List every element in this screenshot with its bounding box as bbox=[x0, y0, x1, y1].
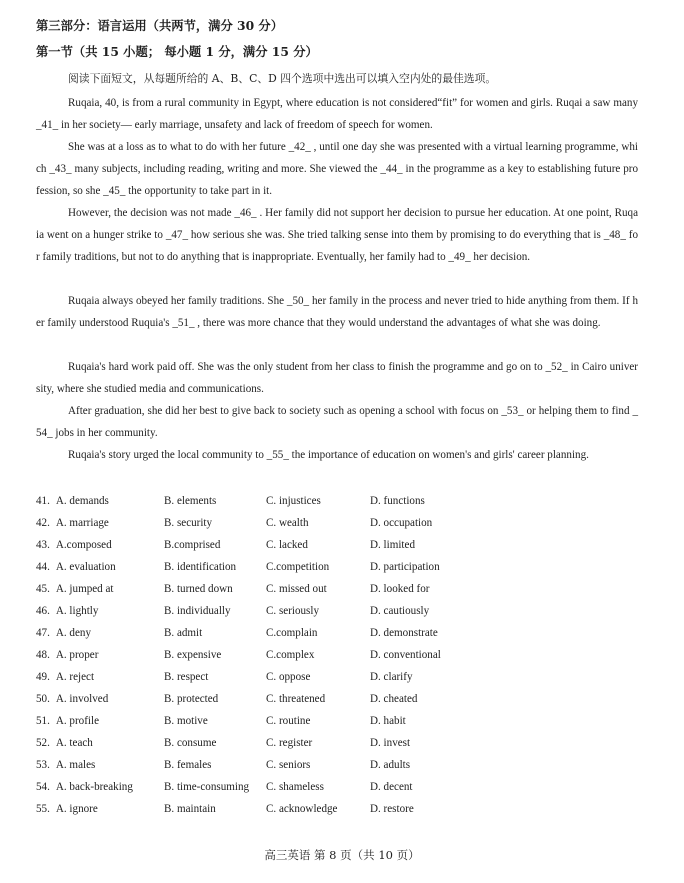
passage-paragraph-3: However, the decision was not made _46_ . Her family did not support her decision to pursue her education. At one point, Ruqaia went on a hunger strike to _47_ how serious she was. She tried talking sense into them by promising to do everything that is _48_ for family traditions, but not to do anything that is inappropriate. Eventually, her family had to _49_ her decision. bbox=[36, 207, 638, 264]
option-a: A.composed bbox=[55, 539, 112, 551]
question-number: 47. bbox=[36, 627, 50, 639]
option-a: A. back-breaking bbox=[55, 781, 133, 793]
instructions: 阅读下面短文，从每题所给的 A、B、C、D 四个选项中选出可以填入空内处的最佳选项。 bbox=[68, 72, 497, 85]
option-c: C. wealth bbox=[266, 517, 309, 529]
question-number: 41. bbox=[36, 495, 50, 507]
option-c: C. missed out bbox=[266, 583, 327, 595]
option-c: C. oppose bbox=[266, 671, 311, 683]
question-number-and-option-a bbox=[36, 798, 98, 820]
question-number-and-option-a bbox=[36, 556, 116, 578]
option-c: C. threatened bbox=[266, 693, 326, 705]
option-b: B.comprised bbox=[164, 539, 221, 551]
question-number-and-option-a bbox=[36, 600, 98, 622]
page-footer: 高三英语 第 8 页（共 10 页） bbox=[264, 848, 420, 862]
option-d: D. cheated bbox=[370, 693, 418, 705]
option-d: D. functions bbox=[370, 495, 425, 507]
option-c: C. seriously bbox=[266, 605, 320, 617]
question-number-and-option-a bbox=[36, 644, 98, 666]
part-heading: 第三部分：语言运用（共两节，满分 30 分） bbox=[36, 18, 284, 33]
option-c: C. routine bbox=[266, 715, 311, 727]
option-a: A. demands bbox=[55, 495, 109, 507]
question-number-and-option-a bbox=[36, 534, 112, 556]
option-a: A. ignore bbox=[55, 803, 98, 815]
option-a: A. involved bbox=[55, 693, 109, 705]
question-number-and-option-a bbox=[36, 578, 114, 600]
option-b: B. individually bbox=[164, 605, 231, 617]
option-d: D. conventional bbox=[370, 649, 441, 661]
option-b: B. turned down bbox=[164, 583, 233, 595]
passage-paragraph-5: Ruqaia's hard work paid off. She was the only student from her class to finish the programme and go on to _52_ in Cairo university, where she studied media and communications. bbox=[36, 361, 638, 396]
question-number-and-option-a bbox=[36, 732, 93, 754]
option-c: C. acknowledge bbox=[266, 803, 338, 815]
option-c: C.competition bbox=[266, 561, 330, 573]
question-number-and-option-a bbox=[36, 666, 94, 688]
option-a: A. lightly bbox=[55, 605, 99, 617]
question-number-and-option-a bbox=[36, 512, 109, 534]
question-number: 44. bbox=[36, 561, 50, 573]
question-number-and-option-a bbox=[36, 710, 99, 732]
option-a: A. jumped at bbox=[55, 583, 114, 595]
question-number: 50. bbox=[36, 693, 50, 705]
option-b: B. time-consuming bbox=[164, 781, 250, 793]
question-number-and-option-a bbox=[36, 688, 108, 710]
option-d: D. limited bbox=[370, 539, 415, 551]
option-c: C. register bbox=[266, 737, 313, 749]
option-b: B. protected bbox=[164, 693, 219, 705]
option-b: B. motive bbox=[164, 715, 208, 727]
option-d: D. looked for bbox=[370, 583, 430, 595]
option-b: B. elements bbox=[164, 495, 217, 507]
question-number: 43. bbox=[36, 539, 50, 551]
option-c: C.complex bbox=[266, 649, 315, 661]
passage-paragraph-2: She was at a loss as to what to do with her future _42_ , until one day she was presented with a virtual learning programme, which _43_ many subjects, including reading, writing and more. She viewed the _44_ in the programme as a key to establishing future profession, so she _45_ the opportunity to take part in it. bbox=[36, 141, 638, 198]
option-a: A. evaluation bbox=[55, 561, 116, 573]
option-d: D. clarify bbox=[370, 671, 413, 683]
option-c: C. seniors bbox=[266, 759, 311, 771]
question-number: 54. bbox=[36, 781, 50, 793]
option-a: A. teach bbox=[55, 737, 93, 749]
passage-paragraph-4: Ruqaia always obeyed her family traditions. She _50_ her family in the process and never tried to hide anything from them. If her family understood Ruquia's _51_ , there was more chance that they would understand the advantages of what she was doing. bbox=[36, 295, 638, 330]
question-number-and-option-a bbox=[36, 490, 109, 512]
question-number: 46. bbox=[36, 605, 50, 617]
option-b: B. identification bbox=[164, 561, 237, 573]
question-number-and-option-a bbox=[36, 622, 91, 644]
option-b: B. admit bbox=[164, 627, 203, 639]
question-number: 45. bbox=[36, 583, 50, 595]
option-b: B. females bbox=[164, 759, 212, 771]
question-number: 52. bbox=[36, 737, 50, 749]
question-number: 42. bbox=[36, 517, 50, 529]
question-number: 51. bbox=[36, 715, 50, 727]
option-b: B. respect bbox=[164, 671, 209, 683]
option-a: A. deny bbox=[55, 627, 91, 639]
option-d: D. invest bbox=[370, 737, 411, 749]
option-a: A. marriage bbox=[55, 517, 109, 529]
option-c: C.complain bbox=[266, 627, 318, 639]
option-d: D. adults bbox=[370, 759, 411, 771]
option-b: B. maintain bbox=[164, 803, 216, 815]
question-number: 48. bbox=[36, 649, 50, 661]
option-b: B. consume bbox=[164, 737, 217, 749]
option-d: D. restore bbox=[370, 803, 414, 815]
option-d: D. occupation bbox=[370, 517, 433, 529]
question-number-and-option-a bbox=[36, 776, 133, 798]
question-number: 49. bbox=[36, 671, 50, 683]
question-number: 53. bbox=[36, 759, 50, 771]
option-c: C. injustices bbox=[266, 495, 321, 507]
option-a: A. reject bbox=[55, 671, 95, 683]
option-a: A. males bbox=[55, 759, 96, 771]
question-number-and-option-a bbox=[36, 754, 95, 776]
option-d: D. habit bbox=[370, 715, 406, 727]
passage-paragraph-1: Ruqaia, 40, is from a rural community in Egypt, where education is not considered“fit” for women and girls. Ruqai a saw many _41_ in her society— early marriage, unsafety and lack of freedom of speech for women. bbox=[36, 97, 638, 132]
option-d: D. decent bbox=[370, 781, 413, 793]
option-c: C. shameless bbox=[266, 781, 324, 793]
option-c: C. lacked bbox=[266, 539, 308, 551]
passage-paragraph-7: Ruqaia's story urged the local community to _55_ the importance of education on women's and girls' career planning. bbox=[68, 449, 589, 461]
option-a: A. proper bbox=[55, 649, 99, 661]
passage-paragraph-6: After graduation, she did her best to give back to society such as opening a school with focus on _53_ or helping them to find _54_ jobs in her community. bbox=[36, 405, 638, 440]
option-d: D. cautiously bbox=[370, 605, 430, 617]
question-number: 55. bbox=[36, 803, 50, 815]
section-heading: 第一节（共 15 小题； 每小题 1 分，满分 15 分） bbox=[36, 44, 318, 59]
option-b: B. security bbox=[164, 517, 213, 529]
option-a: A. profile bbox=[55, 715, 100, 727]
option-d: D. demonstrate bbox=[370, 627, 438, 639]
option-d: D. participation bbox=[370, 561, 440, 573]
option-b: B. expensive bbox=[164, 649, 222, 661]
